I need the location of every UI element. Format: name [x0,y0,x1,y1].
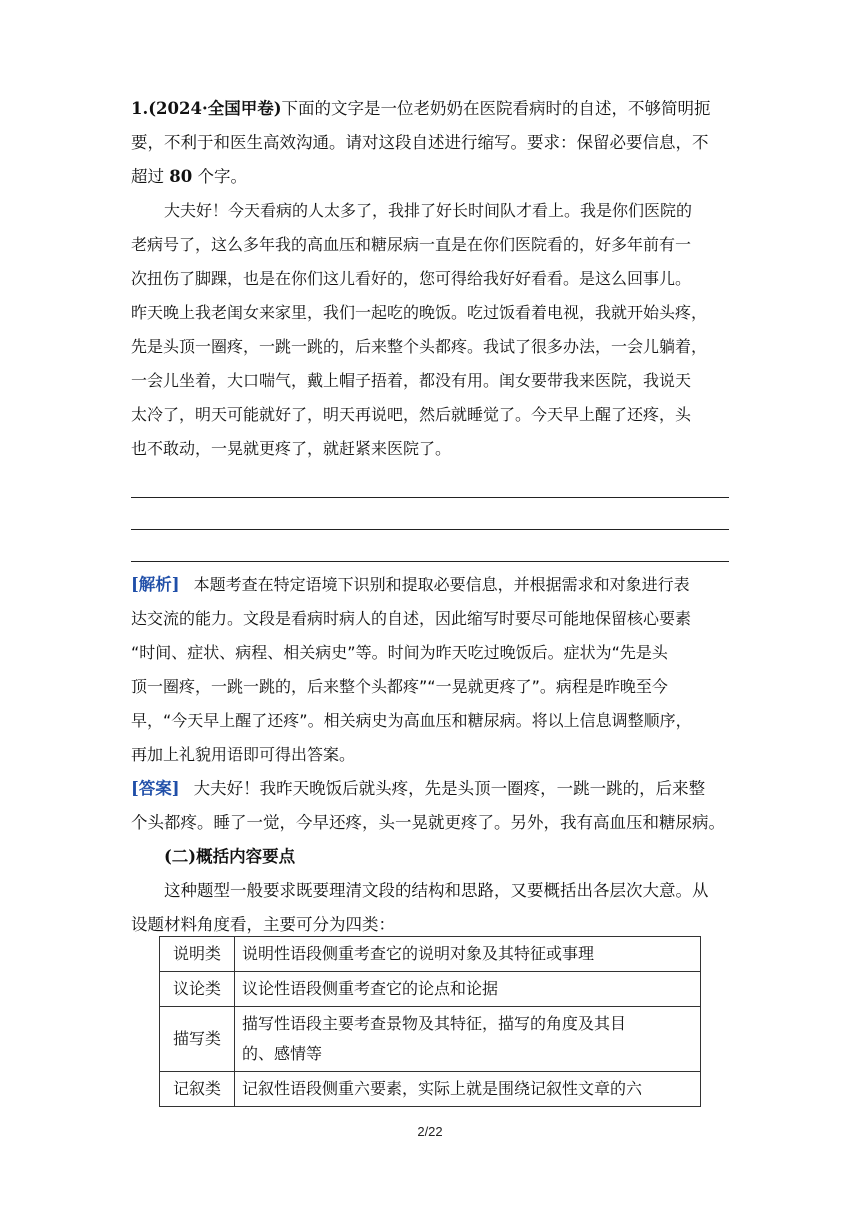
question-line-2: 要，不利于和医生高效沟通。请对这段自述进行缩写。要求：保留必要信息，不 [131,133,709,152]
passage-line: 一会儿坐着，大口喘气，戴上帽子捂着，都没有用。闺女要带我来医院，我说天 [131,371,692,390]
question-source: (2024·全国甲卷) [148,99,282,118]
page-content [131,92,729,942]
answer-line: 个头都疼。睡了一觉，今早还疼，头一晃就更疼了。另外，我有高血压和糖尿病。 [131,813,725,832]
page-number: 2/22 [417,1124,443,1139]
answer-blank-line[interactable] [131,530,729,562]
answer-block [131,772,729,840]
answer-blank-line[interactable] [131,498,729,530]
table-desc-line: 描写性语段主要考查景物及其特征，描写的角度及其目 [242,1014,627,1033]
category-table-wrap [159,936,701,1107]
question-line-1 [131,92,729,126]
answer-blank-line[interactable] [131,466,729,498]
analysis-line: 早，“今天早上醒了还疼”。相关病史为高血压和糖尿病。将以上信息调整顺序， [131,711,692,730]
question-line-3-post: 个字。 [192,167,247,186]
analysis-line: 达交流的能力。文段是看病时病人的自述，因此缩写时要尽可能地保留核心要素 [131,609,692,628]
table-row [160,1072,701,1107]
answer-line [131,772,729,806]
analysis-block [131,568,729,772]
section-intro-line: 设题材料角度看，主要可分为四类： [131,915,395,934]
analysis-line [131,568,729,602]
answer-text: 大夫好！我昨天晚饭后就头疼，先是头顶一圈疼，一跳一跳的，后来整 [193,779,706,798]
passage-line: 先是头顶一圈疼，一跳一跳的，后来整个头都疼。我试了很多办法，一会儿躺着， [131,337,708,356]
table-row [160,937,701,972]
question-text-1: 下面的文字是一位老奶奶在医院看病时的自述，不够简明扼 [281,99,711,118]
table-row [160,1007,701,1072]
passage-line: 昨天晚上我老闺女来家里，我们一起吃的晚饭。吃过饭看着电视，我就开始头疼， [131,303,708,322]
passage-line: 次扭伤了脚踝，也是在你们这儿看好的，您可得给我好好看看。是这么回事儿。 [131,269,692,288]
answer-label: [答案] [131,779,180,798]
question-number: 1. [131,99,149,118]
analysis-label: [解析] [131,575,180,594]
passage-line: 也不敢动，一晃就更疼了，就赶紧来医院了。 [131,439,452,458]
table-cell-type: 记叙类 [160,1072,235,1107]
question-line-3-pre: 超过 [131,167,170,186]
table-cell-type: 议论类 [160,972,235,1007]
passage-line: 太冷了，明天可能就好了，明天再说吧，然后就睡觉了。今天早上醒了还疼，头 [131,405,692,424]
table-cell-desc [235,1007,701,1072]
category-table [159,936,701,1107]
analysis-text: 本题考查在特定语境下识别和提取必要信息，并根据需求和对象进行表 [193,575,690,594]
table-row [160,972,701,1007]
table-cell-desc: 记叙性语段侧重六要素，实际上就是围绕记叙性文章的六 [235,1072,701,1107]
table-cell-type: 描写类 [160,1007,235,1072]
section-intro-line: 这种题型一般要求既要理清文段的结构和思路，又要概括出各层次大意。从 [164,881,709,900]
question-word-limit: 80 [169,167,193,186]
analysis-line: 顶一圈疼，一跳一跳的，后来整个头都疼”“一晃就更疼了”。病程是昨晚至今 [131,677,668,696]
passage-line: 老病号了，这么多年我的高血压和糖尿病一直是在你们医院看的，好多年前有一 [131,235,692,254]
analysis-line: “时间、症状、病程、相关病史”等。时间为昨天吃过晚饭后。症状为“先是头 [131,643,668,662]
table-cell-type: 说明类 [160,937,235,972]
table-desc-line: 的、感情等 [242,1044,323,1063]
table-cell-desc: 议论性语段侧重考查它的论点和论据 [235,972,701,1007]
table-cell-desc: 说明性语段侧重考查它的说明对象及其特征或事理 [235,937,701,972]
section-title: (二)概括内容要点 [164,847,296,866]
question-line-3 [131,160,729,194]
passage-line: 大夫好！今天看病的人太多了，我排了好长时间队才看上。我是你们医院的 [164,201,693,220]
answer-blank-lines [131,466,729,562]
analysis-line: 再加上礼貌用语即可得出答案。 [131,745,356,764]
passage [131,194,729,466]
